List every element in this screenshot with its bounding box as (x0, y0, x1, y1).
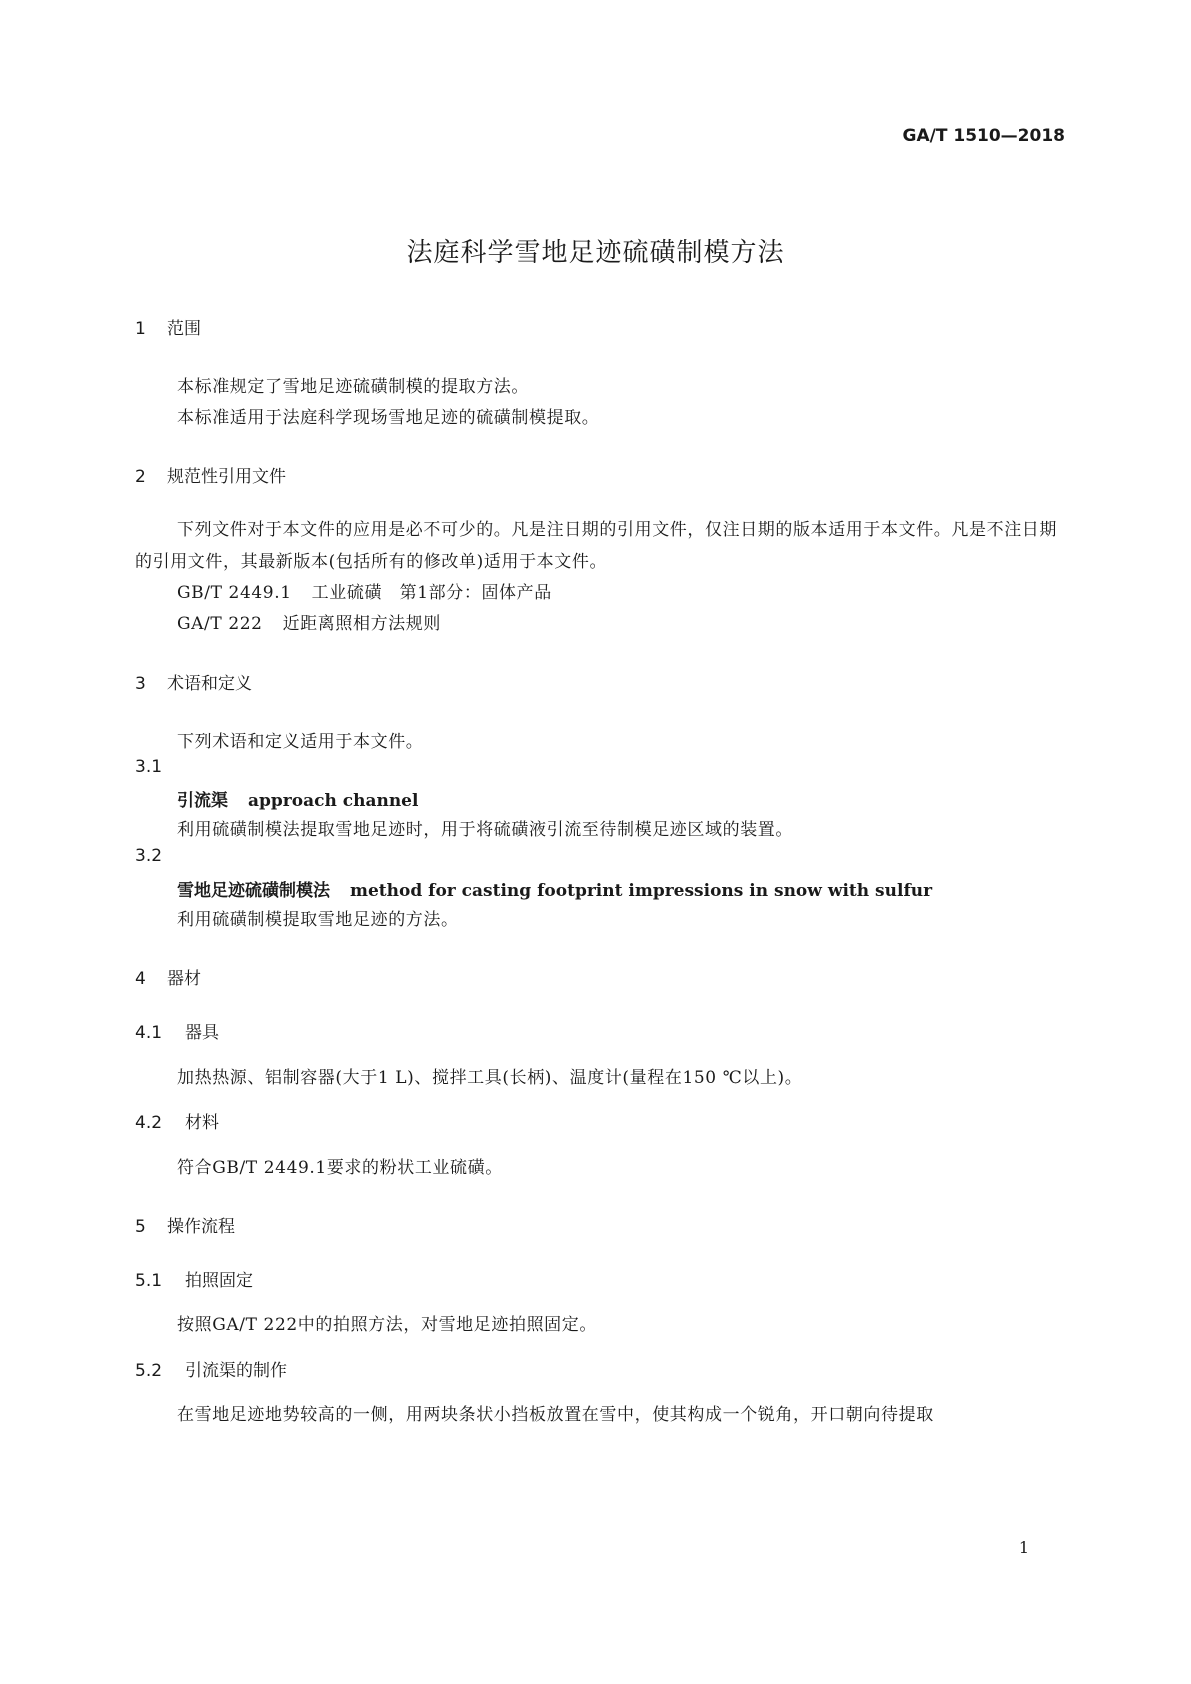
page-number: 1 (1018, 1538, 1029, 1557)
subsection-number: 4.2 (135, 1113, 163, 1133)
reference-code: GB/T 2449.1 (177, 583, 292, 603)
subsection-title: 器具 (185, 1023, 219, 1043)
section-title: 规范性引用文件 (167, 467, 286, 487)
subsection-number: 5.2 (135, 1361, 163, 1381)
subsection-heading (135, 1356, 287, 1381)
term-zh: 雪地足迹硫磺制模法 (177, 881, 330, 901)
reference-item (177, 609, 441, 634)
term-number: 3.2 (135, 846, 163, 866)
term-en: method for casting footprint impressions in snow with sulfur (350, 881, 933, 901)
term-en: approach channel (248, 791, 419, 811)
subsection-number: 4.1 (135, 1023, 163, 1043)
section-title: 范围 (167, 319, 201, 339)
reference-item (177, 578, 552, 603)
term-number: 3.1 (135, 757, 163, 777)
term-definition: 利用硫磺制模提取雪地足迹的方法。 (177, 910, 459, 930)
section-number: 1 (135, 319, 146, 339)
section-5-heading (135, 1212, 235, 1237)
paragraph: 在雪地足迹地势较高的一侧，用两块条状小挡板放置在雪中，使其构成一个锐角，开口朝向待提取 (177, 1405, 934, 1425)
paragraph: 本标准适用于法庭科学现场雪地足迹的硫磺制模提取。 (177, 408, 600, 428)
subsection-title: 材料 (185, 1113, 219, 1133)
section-1-heading (135, 314, 201, 339)
section-4-heading (135, 964, 201, 989)
section-number: 2 (135, 467, 146, 487)
paragraph: 符合GB/T 2449.1要求的粉状工业硫磺。 (177, 1158, 503, 1178)
section-number: 5 (135, 1217, 146, 1237)
paragraph: 下列术语和定义适用于本文件。 (177, 732, 424, 752)
section-number: 4 (135, 969, 146, 989)
section-2-heading (135, 462, 286, 487)
paragraph: 下列文件对于本文件的应用是必不可少的。凡是注日期的引用文件，仅注日期的版本适用于本文件。凡是不注日期的引用文件，其最新版本(包括所有的修改单)适用于本文件。 (135, 520, 1057, 572)
paragraph: 本标准规定了雪地足迹硫磺制模的提取方法。 (177, 377, 529, 397)
section-title: 操作流程 (167, 1217, 235, 1237)
reference-title: 近距离照相方法规则 (282, 614, 441, 634)
subsection-number: 5.1 (135, 1271, 163, 1291)
paragraph: 加热热源、铝制容器(大于1 L)、搅拌工具(长柄)、温度计(量程在150 ℃以上)。 (177, 1068, 803, 1088)
reference-code: GA/T 222 (177, 614, 263, 634)
reference-title: 工业硫磺 第1部分：固体产品 (311, 583, 552, 603)
paragraph: 按照GA/T 222中的拍照方法，对雪地足迹拍照固定。 (177, 1315, 597, 1335)
section-title: 术语和定义 (167, 674, 252, 694)
term-heading (177, 786, 418, 811)
term-zh: 引流渠 (177, 791, 228, 811)
standard-code: GA/T 1510—2018 (902, 126, 1065, 146)
document-title: 法庭科学雪地足迹硫磺制模方法 (406, 238, 785, 268)
section-number: 3 (135, 674, 146, 694)
subsection-title: 拍照固定 (185, 1271, 253, 1291)
subsection-heading (135, 1108, 219, 1133)
term-definition: 利用硫磺制模法提取雪地足迹时，用于将硫磺液引流至待制模足迹区域的装置。 (177, 820, 793, 840)
subsection-heading (135, 1018, 219, 1043)
term-heading (177, 876, 932, 901)
subsection-title: 引流渠的制作 (185, 1361, 287, 1381)
section-title: 器材 (167, 969, 201, 989)
subsection-heading (135, 1266, 253, 1291)
section-3-heading (135, 669, 252, 694)
